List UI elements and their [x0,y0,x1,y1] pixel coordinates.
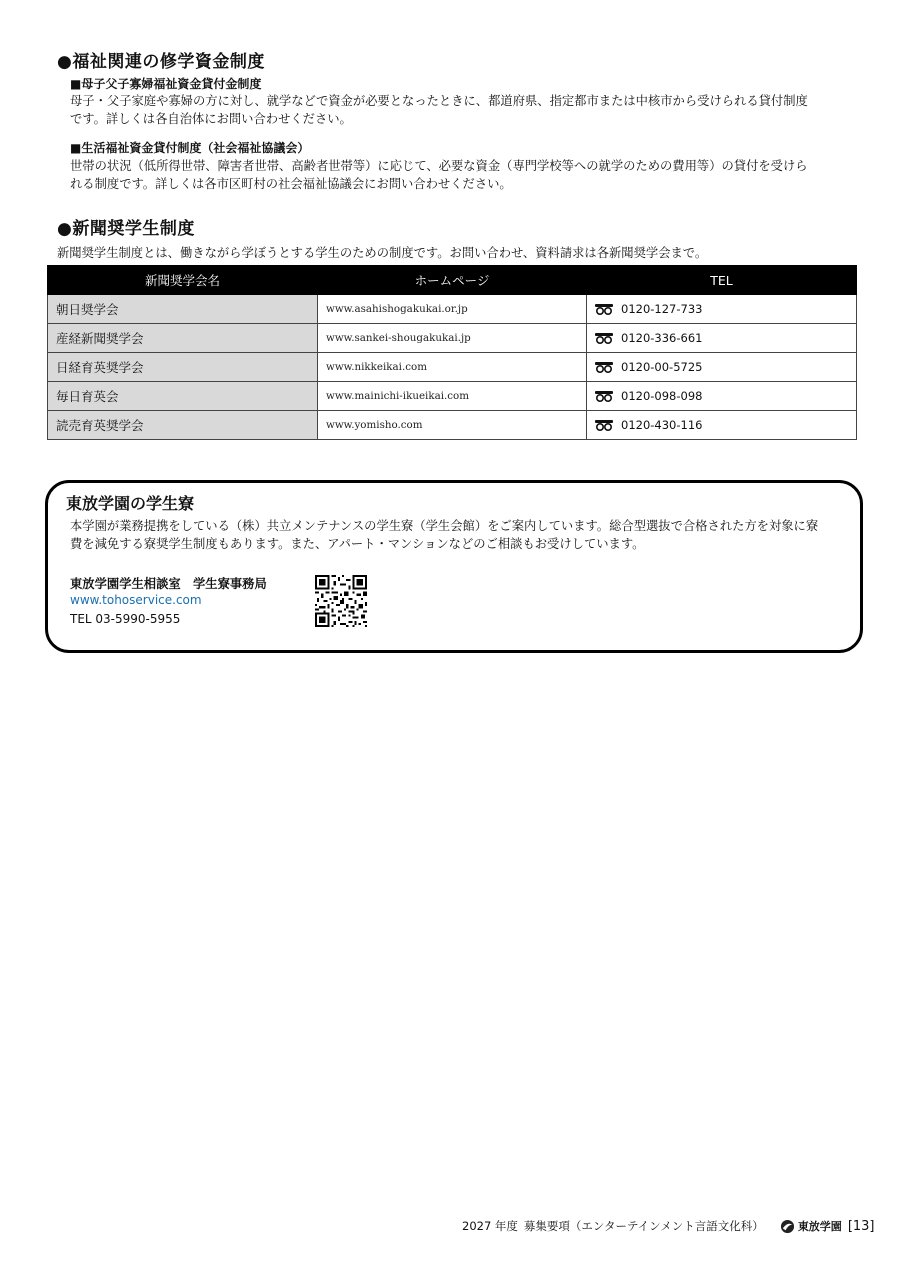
paragraph-line: 費を減免する寮奨学生制度もあります。また、アパート・マンションなどのご相談もお受けしています。 [70,537,645,551]
paragraph-line: 母子・父子家庭や寡婦の方に対し、就学などで資金が必要となったときに、都道府県、指定都市または中核市から受けられる貸付制度 [70,94,808,108]
table-row [48,353,857,382]
logo-mark-icon [780,1219,795,1234]
newspaper-lead-text: 新聞奨学生制度とは、働きながら学ぼうとする学生のための制度です。お問い合わせ、資料請求は各新聞奨学会まで。 [57,246,708,260]
table-row [48,382,857,411]
freedial-icon [595,304,613,315]
paragraph-single-parent-loan [70,92,850,128]
column-header-tel: TEL [587,266,857,295]
scholarship-url-link[interactable]: www.sankei-shougakukai.jp [318,324,587,353]
column-header-homepage: ホームページ [318,266,587,295]
scholarship-url-link[interactable]: www.asahishogakukai.or.jp [318,295,587,324]
section-heading-newspaper: ●新聞奨学生制度 [57,219,195,239]
table-row [48,324,857,353]
freedial-icon [595,333,613,344]
paragraph-livelihood-loan [70,157,850,193]
scholarship-name: 日経育英奨学会 [48,353,318,382]
dormitory-title: 東放学園の学生寮 [66,494,195,513]
table-row [48,295,857,324]
scholarship-tel [587,382,857,411]
paragraph-line: です。詳しくは各自治体にお問い合わせください。 [70,112,352,126]
scholarship-name: 毎日育英会 [48,382,318,411]
table-header-row [48,266,857,295]
dormitory-office-name: 東放学園学生相談室 学生寮事務局 [70,577,267,591]
freedial-icon [595,362,613,373]
tel-number: 0120-336-661 [621,331,703,345]
page-number: [13] [847,1218,875,1234]
qr-code-icon[interactable] [315,575,367,631]
scholarship-url-link[interactable]: www.mainichi-ikueikai.com [318,382,587,411]
paragraph-line: 世帯の状況（低所得世帯、障害者世帯、高齢者世帯等）に応じて、必要な資金（専門学校等への就学のための費用等）の貸付を受けら [70,159,808,173]
logo-text: 東放学園 [797,1220,842,1233]
school-logo [780,1218,842,1234]
section-heading-welfare: ●福祉関連の修学資金制度 [57,52,265,72]
footer-year: 2027 年度 [462,1219,518,1233]
subheading-livelihood-loan: ■生活福祉資金貸付制度（社会福祉協議会） [70,141,310,155]
footer-title: 募集要項（エンターテインメント言語文化科） [523,1219,764,1233]
tel-number: 0120-127-733 [621,302,703,316]
tel-number: 0120-098-098 [621,389,703,403]
dormitory-tel: TEL 03-5990-5955 [70,612,181,626]
newspaper-scholarship-table [47,265,857,440]
tel-number: 0120-430-116 [621,418,703,432]
scholarship-tel [587,411,857,440]
table-row [48,411,857,440]
page-footer [462,1218,875,1234]
subheading-single-parent-loan: ■母子父子寡婦福祉資金貸付金制度 [70,77,262,91]
dormitory-info-box [45,480,863,653]
tel-number: 0120-00-5725 [621,360,703,374]
scholarship-tel [587,353,857,382]
scholarship-url-link[interactable]: www.yomisho.com [318,411,587,440]
dormitory-website-link[interactable]: www.tohoservice.com [70,593,202,607]
scholarship-name: 朝日奨学会 [48,295,318,324]
paragraph-line: 本学園が業務提携をしている（株）共立メンテナンスの学生寮（学生会館）をご案内しています。総合型選抜で合格された方を対象に寮 [70,519,819,533]
scholarship-tel [587,324,857,353]
scholarship-url-link[interactable]: www.nikkeikai.com [318,353,587,382]
paragraph-line: れる制度です。詳しくは各市区町村の社会福祉協議会にお問い合わせください。 [70,177,512,191]
scholarship-name: 読売育英奨学会 [48,411,318,440]
dormitory-description [70,517,850,553]
scholarship-tel [587,295,857,324]
freedial-icon [595,391,613,402]
freedial-icon [595,420,613,431]
column-header-name: 新聞奨学会名 [48,266,318,295]
scholarship-name: 産経新聞奨学会 [48,324,318,353]
